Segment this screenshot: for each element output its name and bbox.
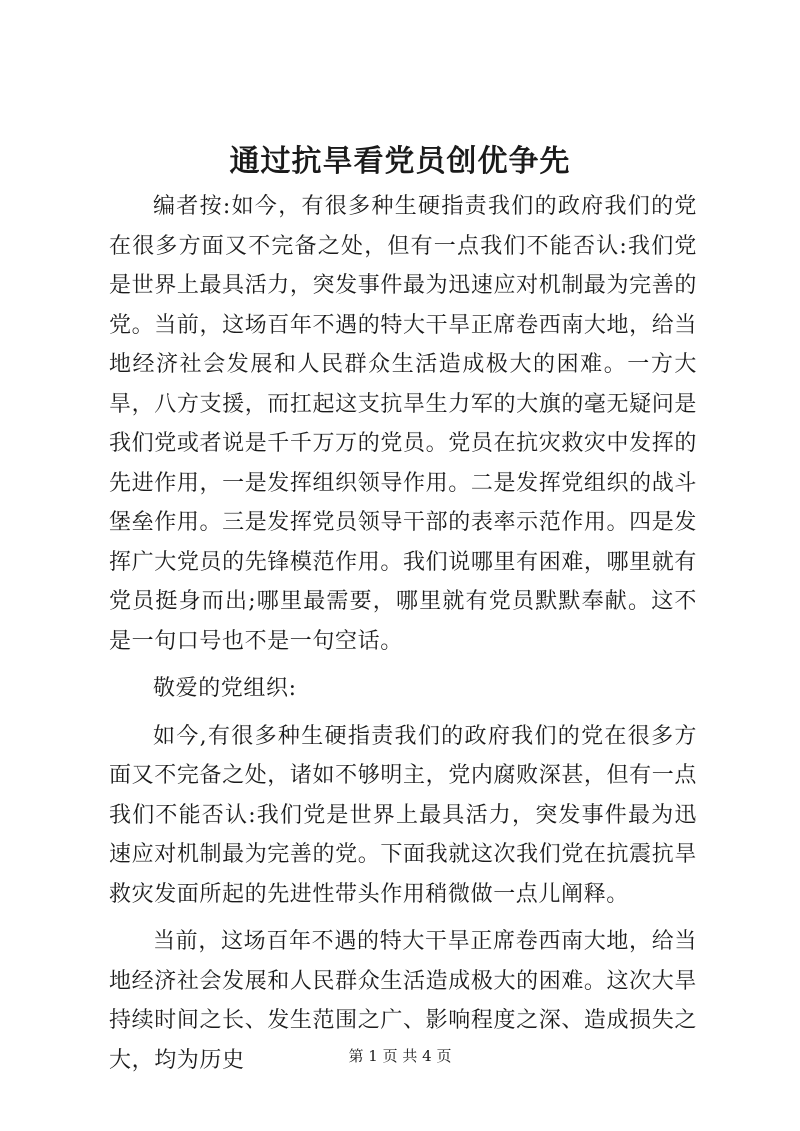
paragraph-editor-note: 编者按:如今，有很多种生硬指责我们的政府我们的党在很多方面又不完备之处，但有一点我们不能否认:我们党是世界上最具活力，突发事件最为迅速应对机制最为完善的党。当前，这场百年不遇的特大干旱正席卷西南大地，给当地经济社会发展和人民群众生活造成极大的困难。一方大旱，八方支援，而扛起这支抗旱生力军的大旗的毫无疑问是我们党或者说是千千万万的党员。党员在抗灾救灾中发挥的先进作用，一是发挥组织领导作用。二是发挥党组织的战斗堡垒作用。三是发挥党员领导干部的表率示范作用。四是发挥广大党员的先锋模范作用。我们说哪里有困难，哪里就有党员挺身而出;哪里最需要，哪里就有党员默默奉献。这不是一句口号也不是一句空话。 [109,194,697,654]
paragraph-body-2: 当前，这场百年不遇的特大干旱正席卷西南大地，给当地经济社会发展和人民群众生活造成极大的困难。这次大旱持续时间之长、发生范围之广、影响程度之深、造成损失之大，均为历史 [109,929,697,1073]
paragraph-salutation: 敬爱的党组织: [153,676,297,701]
document-body [109,187,697,1088]
document-title: 通过抗旱看党员创优争先 [229,144,571,179]
page-footer: 第 1 页 共 4 页 [348,1047,452,1065]
paragraph-body-1: 如今,有很多种生硬指责我们的政府我们的党在很多方面又不完备之处，诸如不够明主，党内腐败深甚，但有一点我们不能否认:我们党是世界上最具活力，突发事件最为迅速应对机制最为完善的党。下面我就这次我们党在抗震抗旱救灾发面所起的先进性带头作用稍微做一点儿阐释。 [109,723,697,907]
